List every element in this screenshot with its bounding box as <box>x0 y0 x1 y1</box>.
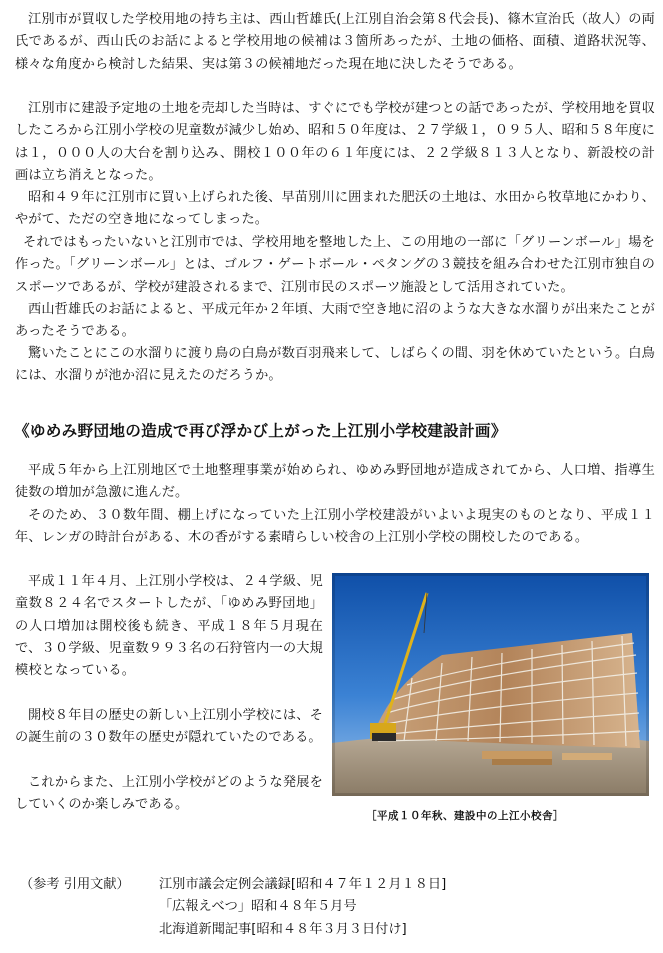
references-list <box>159 874 446 941</box>
intro-paragraph-3: 昭和４９年に江別市に買い上げられた後、早苗別川に囲まれた肥沃の土地は、水田から牧草地にかわり、やがて、ただの空き地になってしまった。 <box>15 190 655 228</box>
intro-paragraph-1: 江別市が買収した学校用地の持ち主は、西山哲雄氏(上江別自治会第８代会長)、篠木宣治氏（故人）の両氏であるが、西山氏のお話によると学校用地の候補は３箇所あったが、土地の価格、面積、道路状況等、様々な角度から検討した結果、実は第３の候補地だった現在地に決したそうである。 <box>15 12 655 72</box>
reference-item: 江別市議会定例会議録[昭和４７年１２月１８日] <box>159 877 447 892</box>
side-paragraph-3: これからまた、上江別小学校がどのような発展をしていくのか楽しみである。 <box>15 775 323 813</box>
section-paragraph-2: そのため、３０数年間、棚上げになっていた上江別小学校建設がいよいよ現実のものとなり、平成１１年、レンガの時計台がある、木の香がする素晴らしい校舎の上江別小学校の開校したのである。 <box>15 508 655 546</box>
references-label: （参考 引用文献） <box>20 877 130 892</box>
side-paragraph-1: 平成１１年４月、上江別小学校は、２４学級、児童数８２４名でスタートしたが、「ゆめみ野団地」の人口増加は開校後も続き、平成１８年５月現在で、３０学級、児童数９９３名の石狩管内一の大規模校となっている。 <box>15 574 323 679</box>
intro-paragraph-6: 驚いたことにこの水溜りに渡り鳥の白鳥が数百羽飛来して、しばらくの間、羽を休めていたという。白鳥には、水溜りが池か沼に見えたのだろうか。 <box>15 346 655 384</box>
construction-photo <box>332 573 649 796</box>
side-paragraph-2: 開校８年目の歴史の新しい上江別小学校には、その誕生前の３０数年の歴史が隠れていたのである。 <box>15 708 323 746</box>
section-heading: 《ゆめみ野団地の造成で再び浮かび上がった上江別小学校建設計画》 <box>14 422 507 440</box>
intro-paragraph-5: 西山哲雄氏のお話によると、平成元年か２年頃、大雨で空き地に沼のような大きな水溜りが出来たことがあったそうである。 <box>15 302 655 340</box>
construction-photo-illustration <box>332 573 649 796</box>
reference-item: 北海道新聞記事[昭和４８年３月３日付け] <box>159 921 407 937</box>
reference-item: 「広報えべつ」昭和４８年５月号 <box>159 899 357 915</box>
intro-paragraph-4: それではもったいないと江別市では、学校用地を整地した上、この用地の一部に「グリーンボール」場を作った。「グリーンボール」とは、ゴルフ・ゲートボール・ペタングの３競技を組み合わせた江別市独自のスポーツであるが、学校が建設されるまで、江別市民のスポーツ施設として活用されていた。 <box>15 235 655 295</box>
section-paragraph-1: 平成５年から上江別地区で土地整理事業が始められ、ゆめみ野団地が造成されてから、人口増、指導生徒数の増加が急激に進んだ。 <box>15 463 655 501</box>
intro-paragraph-2: 江別市に建設予定地の土地を売却した当時は、すぐにでも学校が建つとの話であったが、学校用地を買収したころから江別小学校の児童数が減少し始め、昭和５０年度は、２７学級１，０９５人、昭和５８年度には１，０００人の大台を割り込み、開校１００年の６１年度には、２２学級８１３人となり、新設校の計画は立ち消えとなった。 <box>15 101 655 183</box>
photo-caption: ［平成１０年秋、建設中の上江小校舎］ <box>366 810 564 822</box>
